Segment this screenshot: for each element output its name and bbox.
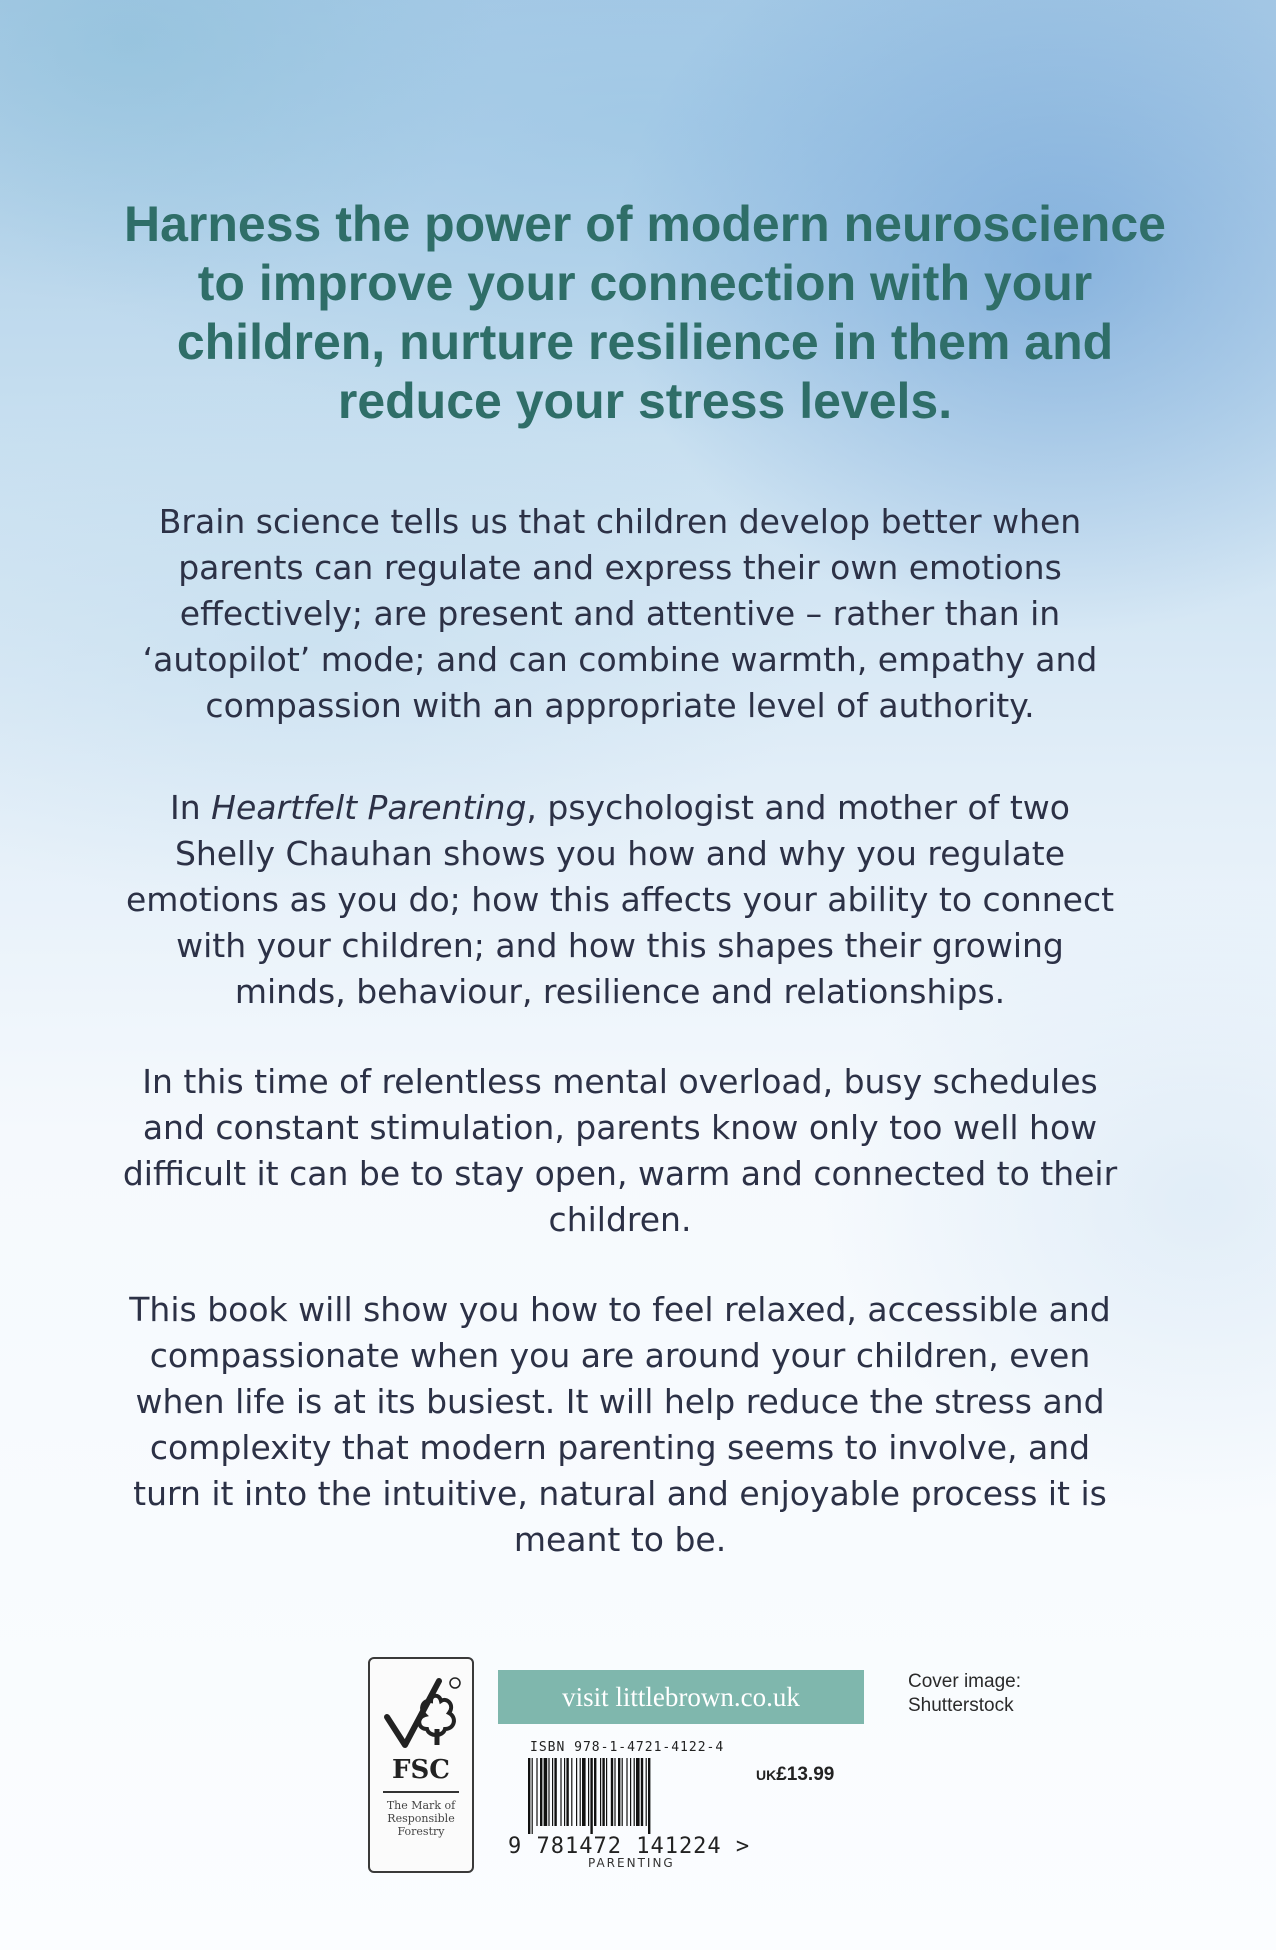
- isbn-barcode: [528, 1758, 744, 1834]
- barcode-bar: [532, 1758, 533, 1834]
- barcode-bar: [582, 1758, 586, 1826]
- barcode-bar: [626, 1758, 627, 1826]
- barcode-bar: [614, 1758, 615, 1826]
- barcode-bar: [611, 1758, 613, 1826]
- price-region: UK: [756, 1767, 777, 1783]
- barcode-bar: [618, 1758, 620, 1826]
- paragraph-book-promise: This book will show you how to feel relaxed, accessible and compassionate when you are around your children, even when life is at its busiest. It will help reduce the stress and complexity that modern parenting seems to involve, and turn it into the intuitive, natural and enjoyable process it is meant to be.: [129, 1290, 1111, 1559]
- fsc-tagline: The Mark of Responsible Forestry: [386, 1799, 456, 1838]
- fsc-label: FSC: [392, 1755, 450, 1785]
- barcode-bar: [564, 1758, 565, 1826]
- barcode-bar: [602, 1758, 604, 1826]
- barcode-bar: [648, 1758, 650, 1834]
- paragraph-heartfelt-parenting: [120, 785, 1120, 1015]
- headline: Harness the power of modern neuroscience to improve your connection with your children, nurture resilience in them and reduce your stress levels.: [124, 196, 1166, 429]
- barcode-bar: [590, 1758, 592, 1834]
- publisher-website-link[interactable]: visit littlebrown.co.uk: [498, 1670, 864, 1724]
- isbn-label: ISBN 978-1-4721-4122-4: [530, 1740, 725, 1755]
- barcode-bar: [571, 1758, 572, 1826]
- fsc-divider: [383, 1791, 459, 1793]
- barcode-bar: [560, 1758, 561, 1826]
- barcode-bar: [536, 1758, 537, 1826]
- paragraph-rest: , psychologist and mother of two Shelly Chauhan shows you how and why you regulate emotions as you do; how this affects your ability to connect with your children; and how this shapes their growing minds, behaviour, resilience and relationships.: [125, 788, 1115, 1011]
- barcode-bar: [600, 1758, 601, 1826]
- barcode-bar: [552, 1758, 553, 1826]
- price: [756, 1764, 834, 1786]
- fsc-tree-checkmark-icon: [379, 1671, 463, 1755]
- barcode-bar: [634, 1758, 635, 1826]
- barcode-bar: [646, 1758, 647, 1826]
- barcode-bar: [630, 1758, 631, 1826]
- fsc-logo: [368, 1657, 474, 1873]
- paragraph-mental-overload: In this time of relentless mental overload, busy schedules and constant stimulation, parents know only too well how difficult it can be to stay open, warm and connected to their children.: [122, 1062, 1118, 1239]
- paragraph-lead: In: [170, 788, 212, 827]
- barcode-bar: [588, 1758, 589, 1826]
- book-title: Heartfelt Parenting: [211, 788, 527, 827]
- category-label: PARENTING: [588, 1856, 675, 1870]
- price-value: £13.99: [776, 1764, 835, 1785]
- cover-image-credit: Cover image: Shutterstock: [908, 1671, 1021, 1716]
- barcode-bar: [566, 1758, 568, 1826]
- barcode-bar: [622, 1758, 623, 1826]
- barcode-bar: [548, 1758, 549, 1826]
- barcode-bar: [554, 1758, 556, 1826]
- barcode-bar: [636, 1758, 640, 1826]
- barcode-bar: [576, 1758, 577, 1826]
- paragraph-brain-science: Brain science tells us that children develop better when parents can regulate and express their own emotions effectively; are present and attentive – rather than in ‘autopilot’ mode; and can combine warmth, empathy and compassion with an appropriate level of authority.: [142, 502, 1098, 725]
- barcode-bar: [540, 1758, 542, 1826]
- barcode-bar: [528, 1758, 530, 1834]
- barcode-bar: [544, 1758, 548, 1826]
- barcode-digits: 9 781472 141224 >: [508, 1834, 751, 1859]
- barcode-bar: [580, 1758, 581, 1826]
- barcode-bar: [594, 1758, 596, 1826]
- barcode-bar: [606, 1758, 607, 1826]
- barcode-bar: [641, 1758, 643, 1826]
